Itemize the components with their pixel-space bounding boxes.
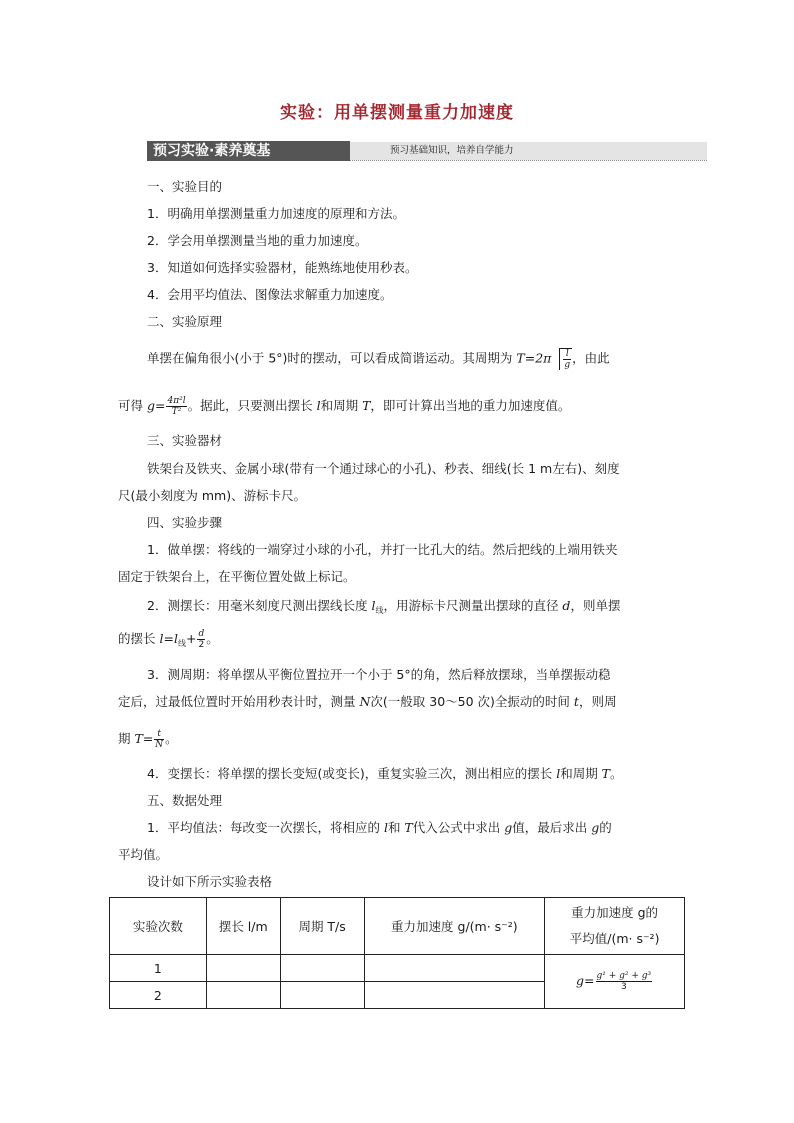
t-over-N bbox=[154, 729, 164, 750]
method-1-line-1 bbox=[147, 820, 612, 836]
equipment-line-1: 铁架台及铁夹、金属小球(带有一个通过球心的小孔)、秒表、细线(长 1 m左右)、刻度 bbox=[147, 461, 620, 476]
objective-3: 3．知道如何选择实验器材，能熟练地使用秒表。 bbox=[147, 260, 418, 275]
trial-number: 1 bbox=[110, 955, 207, 982]
step-text: 2．测摆长：用毫米刻度尺测出摆线长度 bbox=[147, 598, 372, 613]
step-text: 。 bbox=[165, 731, 178, 746]
header-average bbox=[545, 898, 685, 955]
step-1-line-1: 1．做单摆：将线的一端穿过小球的小孔，并打一比孔大的结。然后把线的上端用铁夹 bbox=[147, 542, 618, 557]
method-text: 1．平均值法：每改变一次摆长，将相应的 bbox=[147, 820, 384, 835]
g-formula-num: 4π²l bbox=[167, 396, 186, 406]
table-intro: 设计如下所示实验表格 bbox=[147, 874, 273, 889]
method-text: 的 bbox=[599, 820, 612, 835]
step-1-line-2: 固定于铁架台上，在平衡位置处做上标记。 bbox=[118, 569, 356, 584]
symbol-T: T bbox=[362, 398, 371, 413]
banner-label: 预习实验·素养奠基 bbox=[147, 141, 350, 161]
section-banner bbox=[147, 141, 707, 163]
objective-1: 1．明确用单摆测量重力加速度的原理和方法。 bbox=[147, 206, 405, 221]
principle-text: 和周期 bbox=[320, 398, 363, 413]
cell-gravity bbox=[364, 982, 545, 1009]
heading-data: 五、数据处理 bbox=[147, 793, 223, 808]
banner-underline bbox=[350, 160, 707, 161]
symbol-d: d bbox=[562, 598, 571, 613]
g-formula-fraction bbox=[166, 396, 186, 417]
method-1-line-2: 平均值。 bbox=[118, 847, 169, 862]
step-2-line-1 bbox=[147, 598, 620, 619]
symbol-t: t bbox=[573, 694, 579, 709]
objective-4: 4．会用平均值法、图像法求解重力加速度。 bbox=[147, 287, 393, 302]
symbol-l: l bbox=[371, 598, 376, 613]
g-formula-den: T² bbox=[171, 407, 182, 417]
principle-text: 可得 bbox=[118, 398, 147, 413]
step-text: ，则单摆 bbox=[570, 598, 621, 613]
step-text: 期 bbox=[118, 731, 135, 746]
frac-num-d: d bbox=[198, 629, 205, 639]
symbol-g: g bbox=[504, 820, 513, 835]
d-over-2 bbox=[197, 629, 205, 650]
frac-den-N: N bbox=[155, 740, 164, 750]
cell-length bbox=[206, 955, 280, 982]
g-formula-lhs: g= bbox=[146, 398, 166, 413]
symbol-N: N bbox=[359, 694, 371, 709]
sqrt-expression bbox=[553, 348, 572, 370]
equipment-line-2: 尺(最小刻度为 mm)、游标卡尺。 bbox=[118, 488, 307, 503]
step-text: 4．变摆长：将单摆的摆长变短(或变长)，重复实验三次，测出相应的摆长 bbox=[147, 766, 557, 781]
avg-fraction bbox=[596, 971, 653, 992]
cell-period bbox=[280, 955, 364, 982]
data-table bbox=[109, 897, 685, 1009]
header-trial: 实验次数 bbox=[110, 898, 207, 955]
step-text: 和周期 bbox=[560, 766, 602, 781]
symbol-g: g bbox=[591, 820, 600, 835]
trial-number: 2 bbox=[110, 982, 207, 1009]
header-period: 周期 T/s bbox=[280, 898, 364, 955]
period-eq: T= bbox=[134, 731, 154, 746]
period-formula: T=2π bbox=[516, 350, 552, 366]
principle-line-1 bbox=[147, 348, 610, 370]
table-header-row bbox=[110, 898, 685, 955]
principle-text: 单摆在偏角很小(小于 5°)时的摆动，可以看成简谐运动。其周期为 bbox=[147, 350, 517, 366]
principle-line-2 bbox=[118, 396, 570, 417]
step-4 bbox=[147, 766, 623, 782]
avg-den: 3 bbox=[620, 982, 627, 992]
plus-sign: + bbox=[185, 631, 197, 646]
step-text: ，则周 bbox=[578, 694, 617, 709]
step-3-line-2 bbox=[118, 694, 616, 710]
step-text: ，用游标卡尺测量出摆球的直径 bbox=[383, 598, 563, 613]
principle-text-tail: ，由此 bbox=[572, 350, 610, 366]
cell-period bbox=[280, 982, 364, 1009]
step-2-line-2 bbox=[118, 629, 219, 652]
subscript-line: 线 bbox=[375, 606, 384, 615]
heading-equipment: 三、实验器材 bbox=[147, 433, 223, 448]
symbol-l: l bbox=[556, 766, 561, 781]
symbol-T: T bbox=[404, 820, 413, 835]
length-formula: l=l bbox=[159, 631, 178, 646]
heading-objective: 一、实验目的 bbox=[147, 179, 223, 194]
subscript-line: 线 bbox=[177, 639, 186, 648]
symbol-T: T bbox=[601, 766, 611, 781]
step-text: 。 bbox=[610, 766, 623, 781]
header-average-line-2: 平均值/(m· s⁻²) bbox=[569, 931, 660, 946]
header-average-line-1: 重力加速度 g的 bbox=[571, 905, 659, 920]
page-title: 实验：用单摆测量重力加速度 bbox=[280, 103, 514, 123]
principle-text: ，即可计算出当地的重力加速度值。 bbox=[370, 398, 571, 413]
cell-length bbox=[206, 982, 280, 1009]
step-text: 。 bbox=[206, 631, 219, 646]
avg-lhs: g= bbox=[576, 973, 595, 988]
method-text: 和 bbox=[387, 820, 405, 835]
avg-num: g¹ + g² + g³ bbox=[596, 971, 652, 981]
step-text: 次(一般取 30～50 次)全振动的时间 bbox=[370, 694, 574, 709]
symbol-l: l bbox=[316, 398, 321, 413]
frac-den-2: 2 bbox=[198, 640, 205, 650]
frac-den-g: g bbox=[564, 360, 571, 370]
frac-num-t: t bbox=[154, 729, 164, 740]
method-text: 代入公式中求出 bbox=[412, 820, 505, 835]
step-3-line-3 bbox=[118, 729, 178, 750]
symbol-l: l bbox=[383, 820, 388, 835]
principle-text: 。据此，只要测出摆长 bbox=[187, 398, 317, 413]
frac-num-l: l bbox=[563, 349, 571, 360]
cell-average-formula bbox=[545, 955, 685, 1009]
heading-principle: 二、实验原理 bbox=[147, 314, 223, 329]
step-3-line-1: 3．测周期：将单摆从平衡位置拉开一个小于 5°的角，然后释放摆球，当单摆振动稳 bbox=[147, 667, 611, 682]
header-gravity: 重力加速度 g/(m· s⁻²) bbox=[364, 898, 545, 955]
method-text: 值，最后求出 bbox=[512, 820, 592, 835]
heading-steps: 四、实验步骤 bbox=[147, 515, 223, 530]
step-text: 的摆长 bbox=[118, 631, 160, 646]
table-row bbox=[110, 955, 685, 982]
objective-2: 2．学会用单摆测量当地的重力加速度。 bbox=[147, 233, 368, 248]
cell-gravity bbox=[364, 955, 545, 982]
banner-subtitle: 预习基础知识，培养自学能力 bbox=[350, 142, 707, 160]
step-text: 定后，过最低位置时开始用秒表计时，测量 bbox=[118, 694, 360, 709]
header-length: 摆长 l/m bbox=[206, 898, 280, 955]
